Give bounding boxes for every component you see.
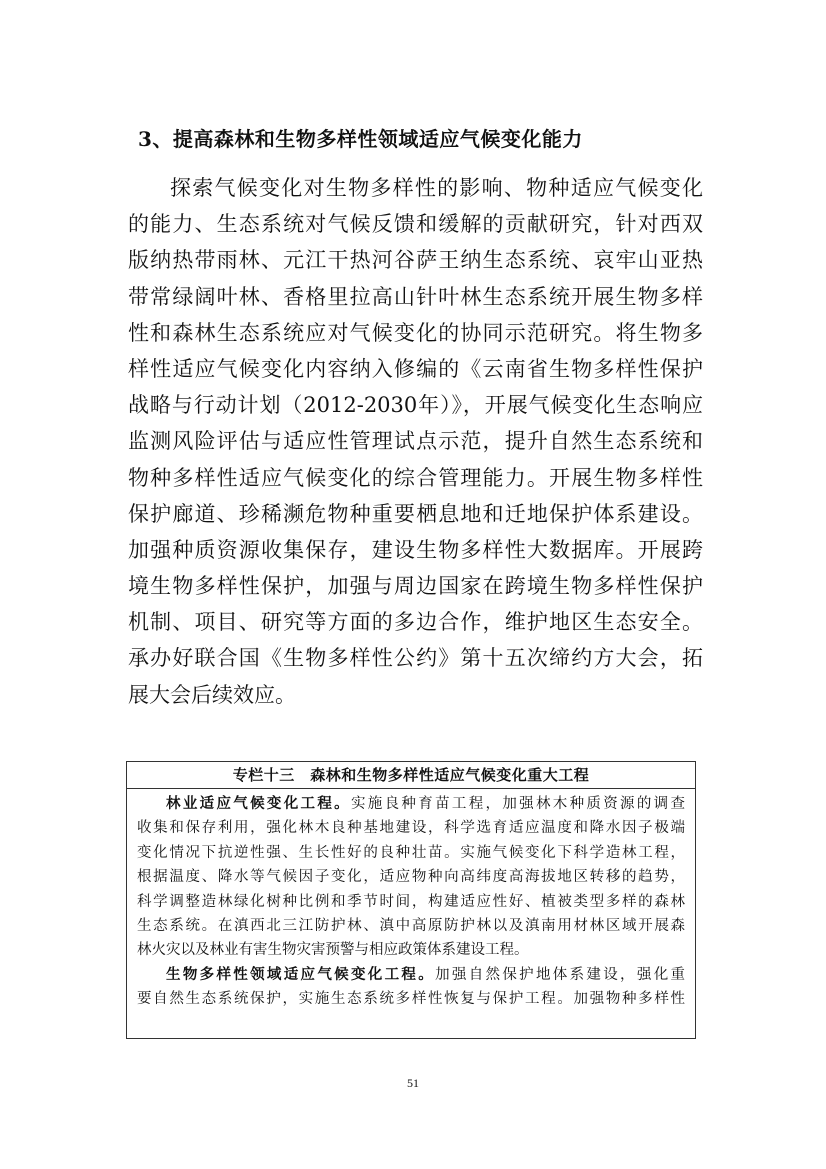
body-line: 监测风险评估与适应性管理试点示范，提升自然生态系统和: [128, 429, 703, 454]
body-line: 保护廊道、珍稀濒危物种重要栖息地和迁地保护体系建设。: [128, 501, 703, 526]
body-text: [128, 170, 703, 713]
special-column-box: [126, 761, 696, 1039]
box-line: 要自然生态系统保护，实施生态系统多样性恢复与保护工程。加强物种多样性: [137, 991, 685, 1008]
box-line: 科学调整造林绿化树种比例和季节时间，构建适应性好、植被类型多样的森林: [137, 893, 685, 910]
box-section-title: 林业适应气候变化工程。: [166, 795, 351, 812]
box-line: [137, 963, 685, 987]
section-heading: 3、提高森林和生物多样性领域适应气候变化能力: [138, 127, 583, 151]
box-line: 林火灾以及林业有害生物灾害预警与相应政策体系建设工程。: [137, 942, 529, 959]
box-body: [127, 789, 695, 1012]
body-line: 境生物多样性保护，加强与周边国家在跨境生物多样性保护: [128, 574, 703, 599]
body-line: 探索气候变化对生物多样性的影响、物种适应气候变化: [170, 176, 703, 200]
body-line: 战略与行动计划（2012-2030年）》，开展气候变化生态响应: [128, 393, 703, 418]
box-text: 实施良种育苗工程，加强林木种质资源的调查: [350, 796, 685, 812]
body-line: 的能力、生态系统对气候反馈和缓解的贡献研究，针对西双: [128, 212, 703, 237]
box-line: [137, 792, 685, 816]
box-section-title: 生物多样性领域适应气候变化工程。: [166, 965, 436, 983]
body-line: 版纳热带雨林、元江干热河谷萨王纳生态系统、哀牢山亚热: [128, 248, 703, 273]
box-title: 专栏十三 森林和生物多样性适应气候变化重大工程: [127, 762, 695, 789]
body-line: 性和森林生态系统应对气候变化的协同示范研究。将生物多: [128, 320, 703, 345]
box-text: 加强自然保护地体系建设，强化重: [435, 966, 686, 983]
body-line: 带常绿阔叶林、香格里拉高山针叶林生态系统开展生物多样: [128, 284, 703, 309]
box-line: 变化情况下抗逆性强、生长性好的良种壮苗。实施气候变化下科学造林工程，: [137, 844, 685, 861]
box-line: 收集和保存利用，强化林木良种基地建设，科学选育适应温度和降水因子极端: [137, 820, 685, 837]
box-line: 生态系统。在滇西北三江防护林、滇中高原防护林以及滇南用材林区域开展森: [137, 917, 685, 934]
body-line: 承办好联合国《生物多样性公约》第十五次缔约方大会，拓: [128, 646, 703, 671]
page-number: 51: [407, 1076, 419, 1090]
body-line: 机制、项目、研究等方面的多边合作，维护地区生态安全。: [128, 610, 703, 635]
body-line: 展大会后续效应。: [128, 682, 296, 707]
body-line: 样性适应气候变化内容纳入修编的《云南省生物多样性保护: [128, 356, 703, 381]
box-line: 根据温度、降水等气候因子变化，适应物种向高纬度高海拔地区转移的趋势，: [137, 869, 685, 886]
body-line: 加强种质资源收集保存，建设生物多样性大数据库。开展跨: [128, 537, 703, 562]
body-line: 物种多样性适应气候变化的综合管理能力。开展生物多样性: [128, 465, 703, 490]
